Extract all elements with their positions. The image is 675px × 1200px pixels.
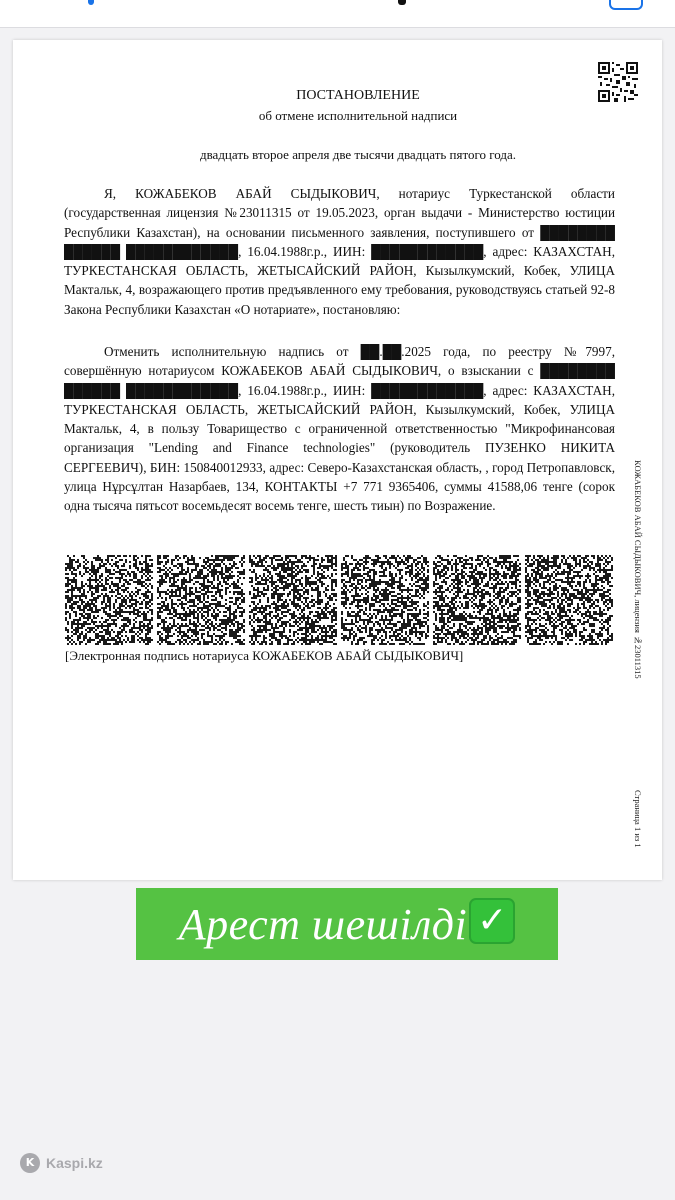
page-number: Страница 1 из 1 [633, 790, 643, 848]
status-indicator-icon [398, 0, 406, 5]
document-title: ПОСТАНОВЛЕНИЕ [296, 88, 420, 103]
document-page [13, 40, 662, 880]
kaspi-logo-icon: K [20, 1153, 40, 1173]
paragraph-decision: Отменить исполнительную надпись от ██.██.2025 года, по реестру №7997, совершённую нотариусом КОЖАБЕКОВ АБАЙ СЫДЫКОВИЧ, о взыскании с ████████ ██████ ████████████, 16.04.1988г.р., ИИН: ████████████, адрес: КАЗАХСТАН, ТУРКЕСТАНСКАЯ ОБЛАСТЬ, ЖЕТЫСАЙСКИЙ РАЙОН, Кызылкумский, Кобек, УЛИЦА Мактальк, 4, в пользу Товарищество с ограниченной ответственностью "Микрофинансовая организация "Lending and Finance technologies" (руководитель ПУЗЕНКО НИКИТА СЕРГЕЕВИЧ), БИН: 150840012933, адрес: Северо-Казахстанская область, , город Петропавловск, улица Нұрсұлтан Назарбаев, 134, КОНТАКТЫ +7 771 9365406, суммы 41588,06 тенге (сорок одна тысяча пятьсот восемьдесят восемь тенге, шесть тиын) по Возражение. [64, 344, 615, 514]
signature-barcode [341, 555, 429, 645]
signature-barcode [249, 555, 337, 645]
signature-caption: [Электронная подпись нотариуса КОЖАБЕКОВ АБАЙ СЫДЫКОВИЧ] [65, 648, 464, 663]
status-banner [136, 888, 558, 960]
banner-text: Арест шешілді [178, 899, 468, 949]
signature-barcode [157, 555, 245, 645]
app-top-bar [0, 0, 675, 28]
check-mark-icon: ✓ [469, 898, 515, 944]
electronic-signature-codes [65, 555, 613, 645]
brand-name: Kaspi.kz [46, 1155, 103, 1171]
side-license-text: КОЖАБЕКОВ АБАЙ СЫДЫКОВИЧ, лицензия №23011315 [633, 460, 643, 679]
tab-indicator-icon [88, 0, 94, 5]
share-icon[interactable] [609, 0, 643, 10]
signature-barcode [525, 555, 613, 645]
paragraph-statement: Я, КОЖАБЕКОВ АБАЙ СЫДЫКОВИЧ, нотариус Туркестанской области (государственная лицензия №23011315 от 19.05.2023, орган выдачи - Министерство юстиции Республики Казахстан), на основании письменного заявления, поступившего от ████████ ██████ ████████████, 16.04.1988г.р., ИИН: ████████████, адрес: КАЗАХСТАН, ТУРКЕСТАНСКАЯ ОБЛАСТЬ, ЖЕТЫСАЙСКИЙ РАЙОН, Кызылкумский, Кобек, УЛИЦА Мактальк, 4, возражающего против предъявленного ему требования, руководствуясь статьей 92-8 Закона Республики Казахстан «О нотариате», постановляю: [64, 186, 615, 317]
document-date: двадцать второе апреля две тысячи двадцать пятого года. [199, 147, 517, 162]
document-subtitle: об отмене исполнительной надписи [258, 108, 458, 123]
signature-barcode [433, 555, 521, 645]
watermark-brand [20, 1153, 103, 1173]
signature-barcode [65, 555, 153, 645]
